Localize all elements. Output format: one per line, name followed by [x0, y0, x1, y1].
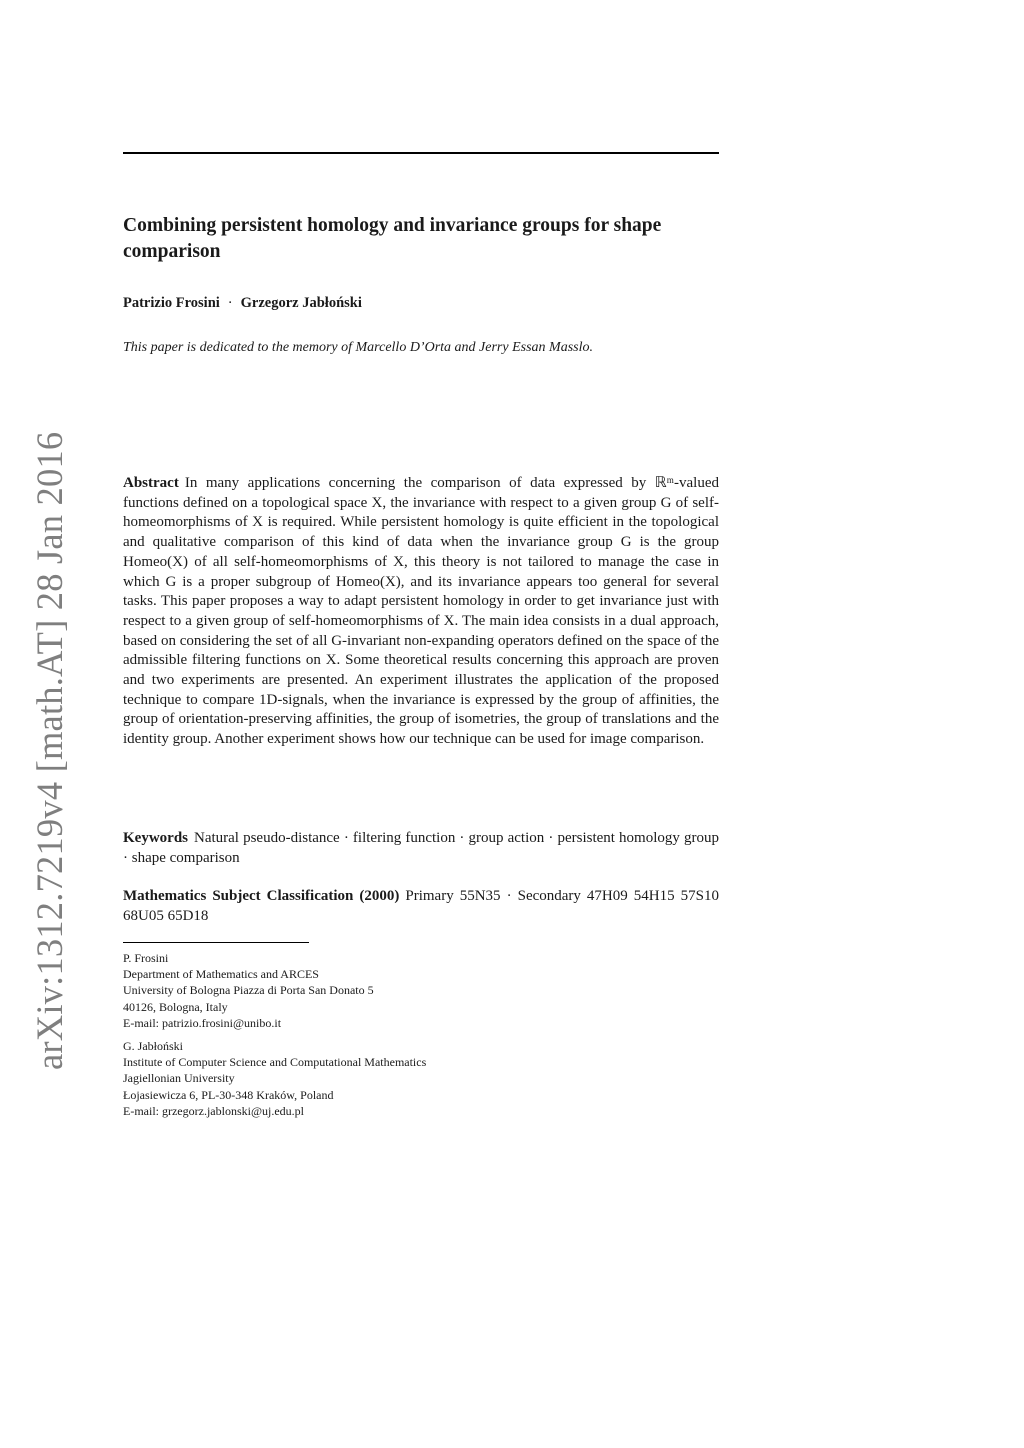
affiliation-line: University of Bologna Piazza di Porta San Donato 5 [123, 983, 374, 998]
keywords-label: Keywords [123, 830, 188, 846]
dedication: This paper is dedicated to the memory of Marcello D’Orta and Jerry Essan Masslo. [123, 340, 593, 355]
keywords-section [123, 829, 719, 868]
affiliation-name: P. Frosini [123, 951, 169, 965]
author-name: Patrizio Frosini [123, 295, 220, 311]
affiliation-line: 40126, Bologna, Italy [123, 999, 228, 1014]
author-name: Grzegorz Jabłoński [240, 295, 362, 311]
affiliation-block [123, 1038, 623, 1119]
author-separator: · [227, 295, 233, 311]
abstract-section [123, 474, 719, 750]
affiliation-line: Łojasiewicza 6, PL-30-348 Kraków, Poland [123, 1087, 334, 1102]
affiliation-line: Department of Mathematics and ARCES [123, 967, 319, 982]
msc-section [123, 887, 719, 926]
paper-title: Combining persistent homology and invariance groups for shape comparison [123, 215, 662, 262]
author-list [123, 293, 723, 313]
msc-text: Primary 55N35 · Secondary 47H09 54H15 57S10 68U05 65D18 [123, 888, 719, 924]
affiliation-line: Jagiellonian University [123, 1071, 235, 1086]
affiliation-line: Institute of Computer Science and Computational Mathematics [123, 1055, 427, 1070]
affiliation-email: E-mail: patrizio.frosini@unibo.it [123, 1015, 282, 1030]
affiliation-email: E-mail: grzegorz.jablonski@uj.edu.pl [123, 1103, 305, 1118]
top-rule [123, 152, 719, 154]
abstract-text: In many applications concerning the comparison of data expressed by ℝᵐ-valued functions defined on a topological space X, the invariance with respect to a given group G of self-homeomorphisms of X is required. While persistent homology is quite efficient in the topological and qualitative comparison of this kind of data when the invariance group G is the group Homeo(X) of all self-homeomorphisms of X, this theory is not tailored to manage the case in which G is a proper subgroup of Homeo(X), and its invariance appears too general for several tasks. This paper proposes a way to adapt persistent homology in order to get invariance just with respect to a given group of self-homeomorphisms of X. The main idea consists in a dual approach, based on considering the set of all G-invariant non-expanding operators defined on the space of the admissible filtering functions on X. Some theoretical results concerning this approach are proven and two experiments are presented. An experiment illustrates the application of the proposed technique to compare 1D-signals, when the invariance is expressed by the group of affinities, the group of orientation-preserving affinities, the group of isometries, the group of translations and the identity group. Another experiment shows how our technique can be used for image comparison. [123, 475, 719, 748]
affiliation-name: G. Jabłoński [123, 1039, 183, 1053]
keywords-text: Natural pseudo-distance · filtering function · group action · persistent homology group · shape comparison [123, 830, 719, 866]
affiliation-block [123, 950, 623, 1031]
arxiv-identifier-stamp: arXiv:1312.7219v4 [math.AT] 28 Jan 2016 [29, 431, 70, 1070]
footnote-rule [123, 942, 309, 943]
abstract-label: Abstract [123, 475, 179, 491]
msc-label: Mathematics Subject Classification (2000) [123, 888, 400, 904]
